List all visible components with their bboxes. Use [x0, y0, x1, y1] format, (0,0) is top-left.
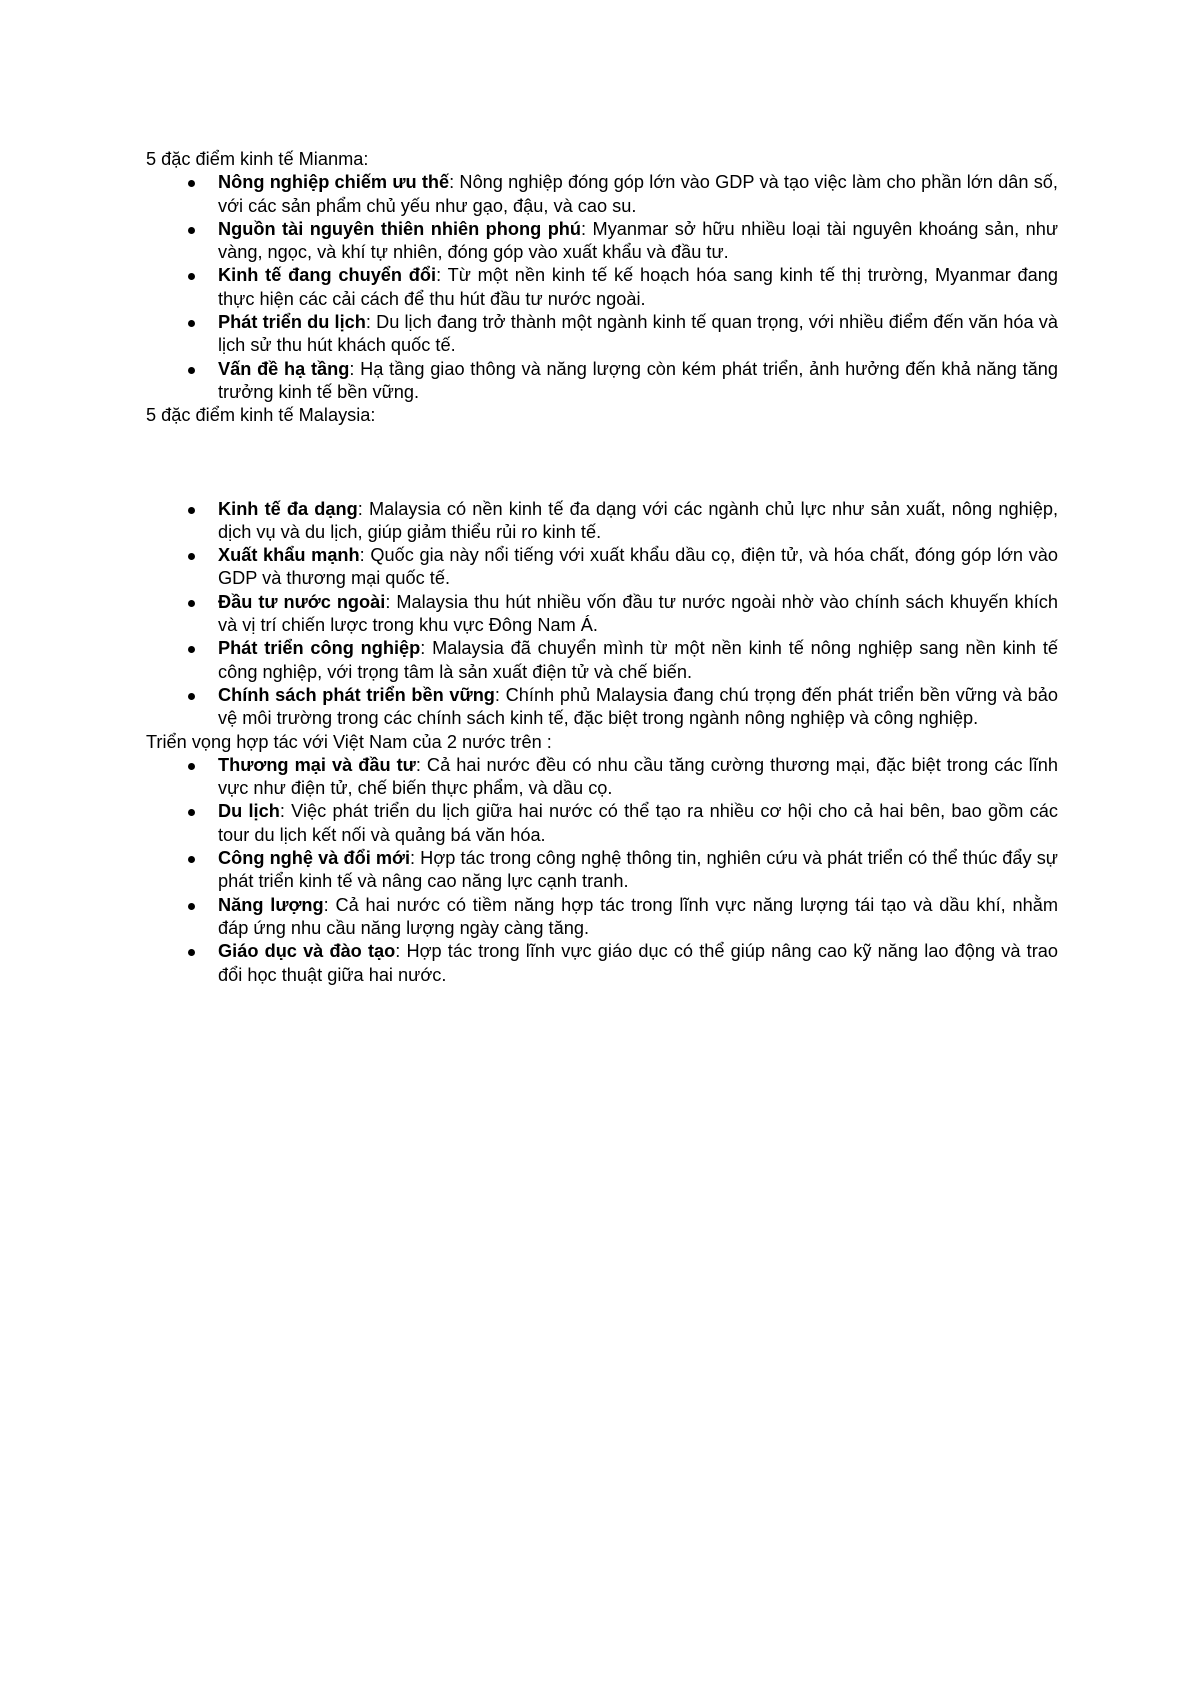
bullet-icon: [188, 273, 195, 280]
bullet-icon: [188, 693, 195, 700]
section-heading-cooperation: Triển vọng hợp tác với Việt Nam của 2 nước trên :: [146, 731, 552, 752]
item-description: : Myanmar sở hữu nhiều loại tài nguyên khoáng sản, như vàng, ngọc, và khí tự nhiên, đóng góp vào xuất khẩu và đầu tư.: [218, 218, 1059, 263]
bullet-icon: [188, 600, 195, 607]
bullet-icon: [188, 320, 195, 327]
item-description: : Cả hai nước đều có nhu cầu tăng cường thương mại, đặc biệt trong các lĩnh vực như điện tử, chế biến thực phẩm, và dầu cọ.: [218, 754, 1058, 799]
section-heading-myanmar: 5 đặc điểm kinh tế Mianma:: [146, 149, 369, 169]
item-term: Giáo dục và đào tạo: [218, 941, 396, 962]
bullet-icon: [188, 507, 195, 514]
item-term: Xuất khẩu mạnh: [218, 545, 360, 566]
bullet-icon: [188, 646, 195, 653]
item-description: : Malaysia đã chuyển mình từ một nền kinh tế nông nghiệp sang nền kinh tế công nghiệp, với trọng tâm là sản xuất điện tử và chế biến.: [218, 638, 1058, 682]
item-term: Đầu tư nước ngoài: [218, 591, 386, 612]
item-term: Năng lượng: [218, 894, 324, 915]
list-item: [146, 264, 1058, 311]
item-description: : Nông nghiệp đóng góp lớn vào GDP và tạo việc làm cho phần lớn dân số, với các sản phẩm chủ yếu như gạo, đậu, và cao su.: [218, 172, 1058, 216]
bullet-icon: [188, 180, 195, 187]
bullet-icon: [188, 227, 195, 234]
item-description: : Hợp tác trong lĩnh vực giáo dục có thể giúp nâng cao kỹ năng lao động và trao đổi học thuật giữa hai nước.: [218, 941, 1058, 985]
bullet-icon: [188, 763, 195, 770]
cooperation-list: [146, 754, 1058, 987]
bullet-icon: [188, 367, 195, 374]
list-item: [146, 171, 1058, 218]
item-term: Công nghệ và đổi mới: [218, 848, 411, 869]
bullet-icon: [188, 553, 195, 560]
item-description: : Cả hai nước có tiềm năng hợp tác trong lĩnh vực năng lượng tái tạo và dầu khí, nhằm đáp ứng nhu cầu năng lượng ngày càng tăng.: [218, 894, 1058, 938]
list-item: [146, 218, 1058, 265]
item-description: : Quốc gia này nổi tiếng với xuất khẩu dầu cọ, điện tử, và hóa chất, đóng góp lớn vào GDP và thương mại quốc tế.: [218, 545, 1058, 589]
list-item: [146, 847, 1058, 894]
item-term: Nguồn tài nguyên thiên nhiên phong phú: [218, 218, 582, 239]
item-term: Kinh tế đang chuyển đổi: [218, 265, 437, 286]
item-description: : Hạ tầng giao thông và năng lượng còn kém phát triển, ảnh hưởng đến khả năng tăng trưởng kinh tế bền vững.: [218, 358, 1058, 402]
list-item: [146, 498, 1058, 545]
blank-space: [146, 428, 1058, 498]
item-term: Kinh tế đa dạng: [218, 498, 358, 519]
bullet-icon: [188, 856, 195, 863]
item-term: Vấn đề hạ tầng: [218, 358, 350, 379]
list-item: [146, 684, 1058, 731]
section-heading-malaysia: 5 đặc điểm kinh tế Malaysia:: [146, 405, 376, 426]
item-term: Thương mại và đầu tư: [218, 754, 416, 775]
item-term: Phát triển du lịch: [218, 312, 366, 333]
item-term: Du lịch: [218, 801, 280, 822]
list-item: [146, 894, 1058, 941]
list-item: [146, 800, 1058, 847]
bullet-icon: [188, 903, 195, 910]
item-description: : Malaysia có nền kinh tế đa dạng với các ngành chủ lực như sản xuất, nông nghiệp, dịch vụ và du lịch, giúp giảm thiểu rủi ro kinh tế.: [218, 498, 1059, 542]
list-item: [146, 358, 1058, 405]
bullet-icon: [188, 809, 195, 816]
item-description: : Việc phát triển du lịch giữa hai nước có thể tạo ra nhiều cơ hội cho cả hai bên, bao gồm các tour du lịch kết nối và quảng bá văn hóa.: [218, 801, 1058, 845]
item-description: : Du lịch đang trở thành một ngành kinh tế quan trọng, với nhiều điểm đến văn hóa và lịch sử thu hút khách quốc tế.: [218, 312, 1058, 356]
bullet-icon: [188, 949, 195, 956]
item-description: : Chính phủ Malaysia đang chú trọng đến phát triển bền vững và bảo vệ môi trường trong các chính sách kinh tế, đặc biệt trong ngành nông nghiệp và công nghiệp.: [218, 684, 1058, 729]
item-description: : Malaysia thu hút nhiều vốn đầu tư nước ngoài nhờ vào chính sách khuyến khích và vị trí chiến lược trong khu vực Đông Nam Á.: [218, 591, 1058, 636]
list-item: [146, 544, 1058, 591]
item-description: : Hợp tác trong công nghệ thông tin, nghiên cứu và phát triển có thể thúc đẩy sự phát triển kinh tế và nâng cao năng lực cạnh tranh.: [218, 848, 1058, 892]
malaysia-list: [146, 498, 1058, 731]
list-item: [146, 591, 1058, 638]
item-term: Phát triển công nghiệp: [218, 638, 421, 659]
item-term: Nông nghiệp chiếm ưu thế: [218, 172, 450, 193]
list-item: [146, 311, 1058, 358]
list-item: [146, 637, 1058, 684]
item-term: Chính sách phát triển bền vững: [218, 684, 495, 705]
item-description: : Từ một nền kinh tế kế hoạch hóa sang kinh tế thị trường, Myanmar đang thực hiện các cải cách để thu hút đầu tư nước ngoài.: [218, 265, 1059, 309]
myanmar-list: [146, 171, 1058, 404]
list-item: [146, 754, 1058, 801]
document-body: [146, 148, 1058, 987]
list-item: [146, 940, 1058, 987]
